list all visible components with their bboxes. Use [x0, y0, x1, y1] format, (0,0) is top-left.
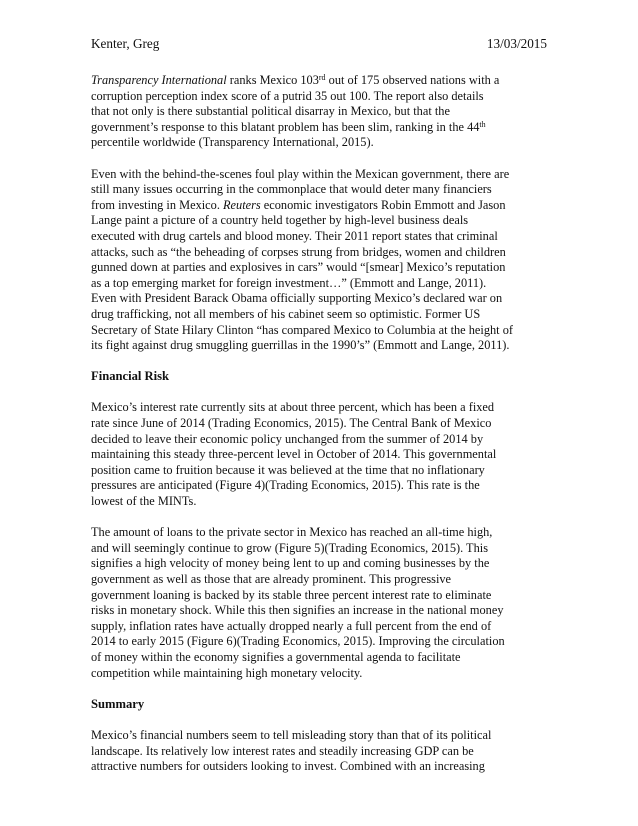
- text-span: out of 175 observed nations with a: [325, 73, 500, 87]
- page-header: [91, 36, 547, 56]
- superscript: rd: [318, 73, 326, 82]
- text-line: risks in monetary shock. While this then signifies an increase in the national money: [91, 603, 504, 618]
- text-line: 2014 to early 2015 (Figure 6)(Trading Economics, 2015). Improving the circulation: [91, 634, 505, 649]
- text-line: that not only is there substantial political disarray in Mexico, but that the: [91, 104, 450, 119]
- text-line: government as well as those that are already prominent. This progressive: [91, 572, 452, 586]
- text-line: signifies a high velocity of money being lent to up and coming businesses by the: [91, 556, 490, 571]
- text-line: Even with President Barack Obama officially supporting Mexico’s declared war on: [91, 291, 503, 306]
- text-line: [91, 120, 551, 136]
- text-line: Secretary of State Hilary Clinton “has compared Mexico to Columbia at the height of: [91, 322, 513, 337]
- text-span: economic investigators Robin Emmott and Jason: [260, 197, 506, 212]
- header-author: Kenter, Greg: [91, 36, 160, 51]
- paragraph-interest-rate: [91, 400, 551, 509]
- text-line: [91, 73, 551, 89]
- text-line: drug trafficking, not all members of his cabinet seem so optimistic. Former US: [91, 306, 481, 321]
- section-heading-financial-risk: Financial Risk: [91, 369, 170, 384]
- text-line: supply, inflation rates have actually dropped nearly a full percent from the end of: [91, 618, 492, 633]
- text-line: of money within the economy signifies a governmental agenda to facilitate: [91, 649, 461, 664]
- italic-text: Transparency International: [91, 73, 227, 87]
- text-line: The amount of loans to the private sector in Mexico has reached an all-time high,: [91, 525, 493, 540]
- text-line: and will seemingly continue to grow (Figure 5)(Trading Economics, 2015). This: [91, 540, 489, 555]
- text-line: Even with the behind-the-scenes foul play within the Mexican government, there are: [91, 166, 510, 181]
- text-span: from investing in Mexico.: [91, 197, 223, 212]
- header-date: 13/03/2015: [486, 36, 547, 51]
- document-body: [91, 73, 551, 775]
- text-line: corruption perception index score of a putrid 35 out 100. The report also details: [91, 88, 484, 103]
- paragraph-corruption: [91, 73, 551, 151]
- text-span: ranks Mexico 103: [226, 73, 319, 87]
- paragraph-foul-play: [91, 167, 551, 354]
- text-line: government loaning is backed by its stable three percent interest rate to eliminate: [91, 587, 492, 602]
- section-heading-summary: Summary: [91, 696, 145, 711]
- text-line: [91, 198, 551, 214]
- text-line: lowest of the MINTs.: [91, 494, 197, 509]
- text-line: attacks, such as “the beheading of corpses strung from bridges, women and children: [91, 244, 506, 259]
- text-line: percentile worldwide (Transparency International, 2015).: [91, 135, 374, 150]
- text-line: decided to leave their economic policy unchanged from the summer of 2014 by: [91, 431, 484, 446]
- text-line: Mexico’s interest rate currently sits at about three percent, which has been a fixed: [91, 400, 495, 415]
- text-line: maintaining this steady three-percent level in October of 2014. This governmental: [91, 447, 497, 462]
- text-span: government’s response to this blatant problem has been slim, ranking in the 44: [91, 119, 480, 134]
- text-line: attractive numbers for outsiders looking to invest. Combined with an increasing: [91, 759, 485, 774]
- text-line: as a top emerging market for foreign investment…” (Emmott and Lange, 2011).: [91, 275, 487, 290]
- italic-text: Reuters: [223, 197, 261, 212]
- text-line: its fight against drug smuggling guerrillas in the 1990’s” (Emmott and Lange, 2011).: [91, 338, 510, 353]
- paragraph-summary: [91, 728, 551, 775]
- text-line: landscape. Its relatively low interest rates and steadily increasing GDP can be: [91, 743, 474, 758]
- text-line: rate since June of 2014 (Trading Economics, 2015). The Central Bank of Mexico: [91, 416, 492, 431]
- paragraph-loans: [91, 525, 551, 681]
- text-line: gunned down at parties and explosives in cars” would “[smear] Mexico’s reputation: [91, 260, 506, 275]
- text-line: pressures are anticipated (Figure 4)(Trading Economics, 2015). This rate is the: [91, 478, 480, 493]
- text-line: Mexico’s financial numbers seem to tell misleading story than that of its political: [91, 727, 492, 742]
- text-line: position came to fruition because it was believed at the time that no inflationary: [91, 462, 485, 477]
- text-line: executed with drug cartels and blood money. Their 2011 report states that criminal: [91, 228, 498, 243]
- text-line: competition while maintaining high monetary velocity.: [91, 665, 363, 680]
- superscript: th: [479, 119, 486, 129]
- text-line: still many issues occurring in the commonplace that would deter many financiers: [91, 182, 492, 197]
- text-line: Lange paint a picture of a country held together by high-level business deals: [91, 213, 469, 228]
